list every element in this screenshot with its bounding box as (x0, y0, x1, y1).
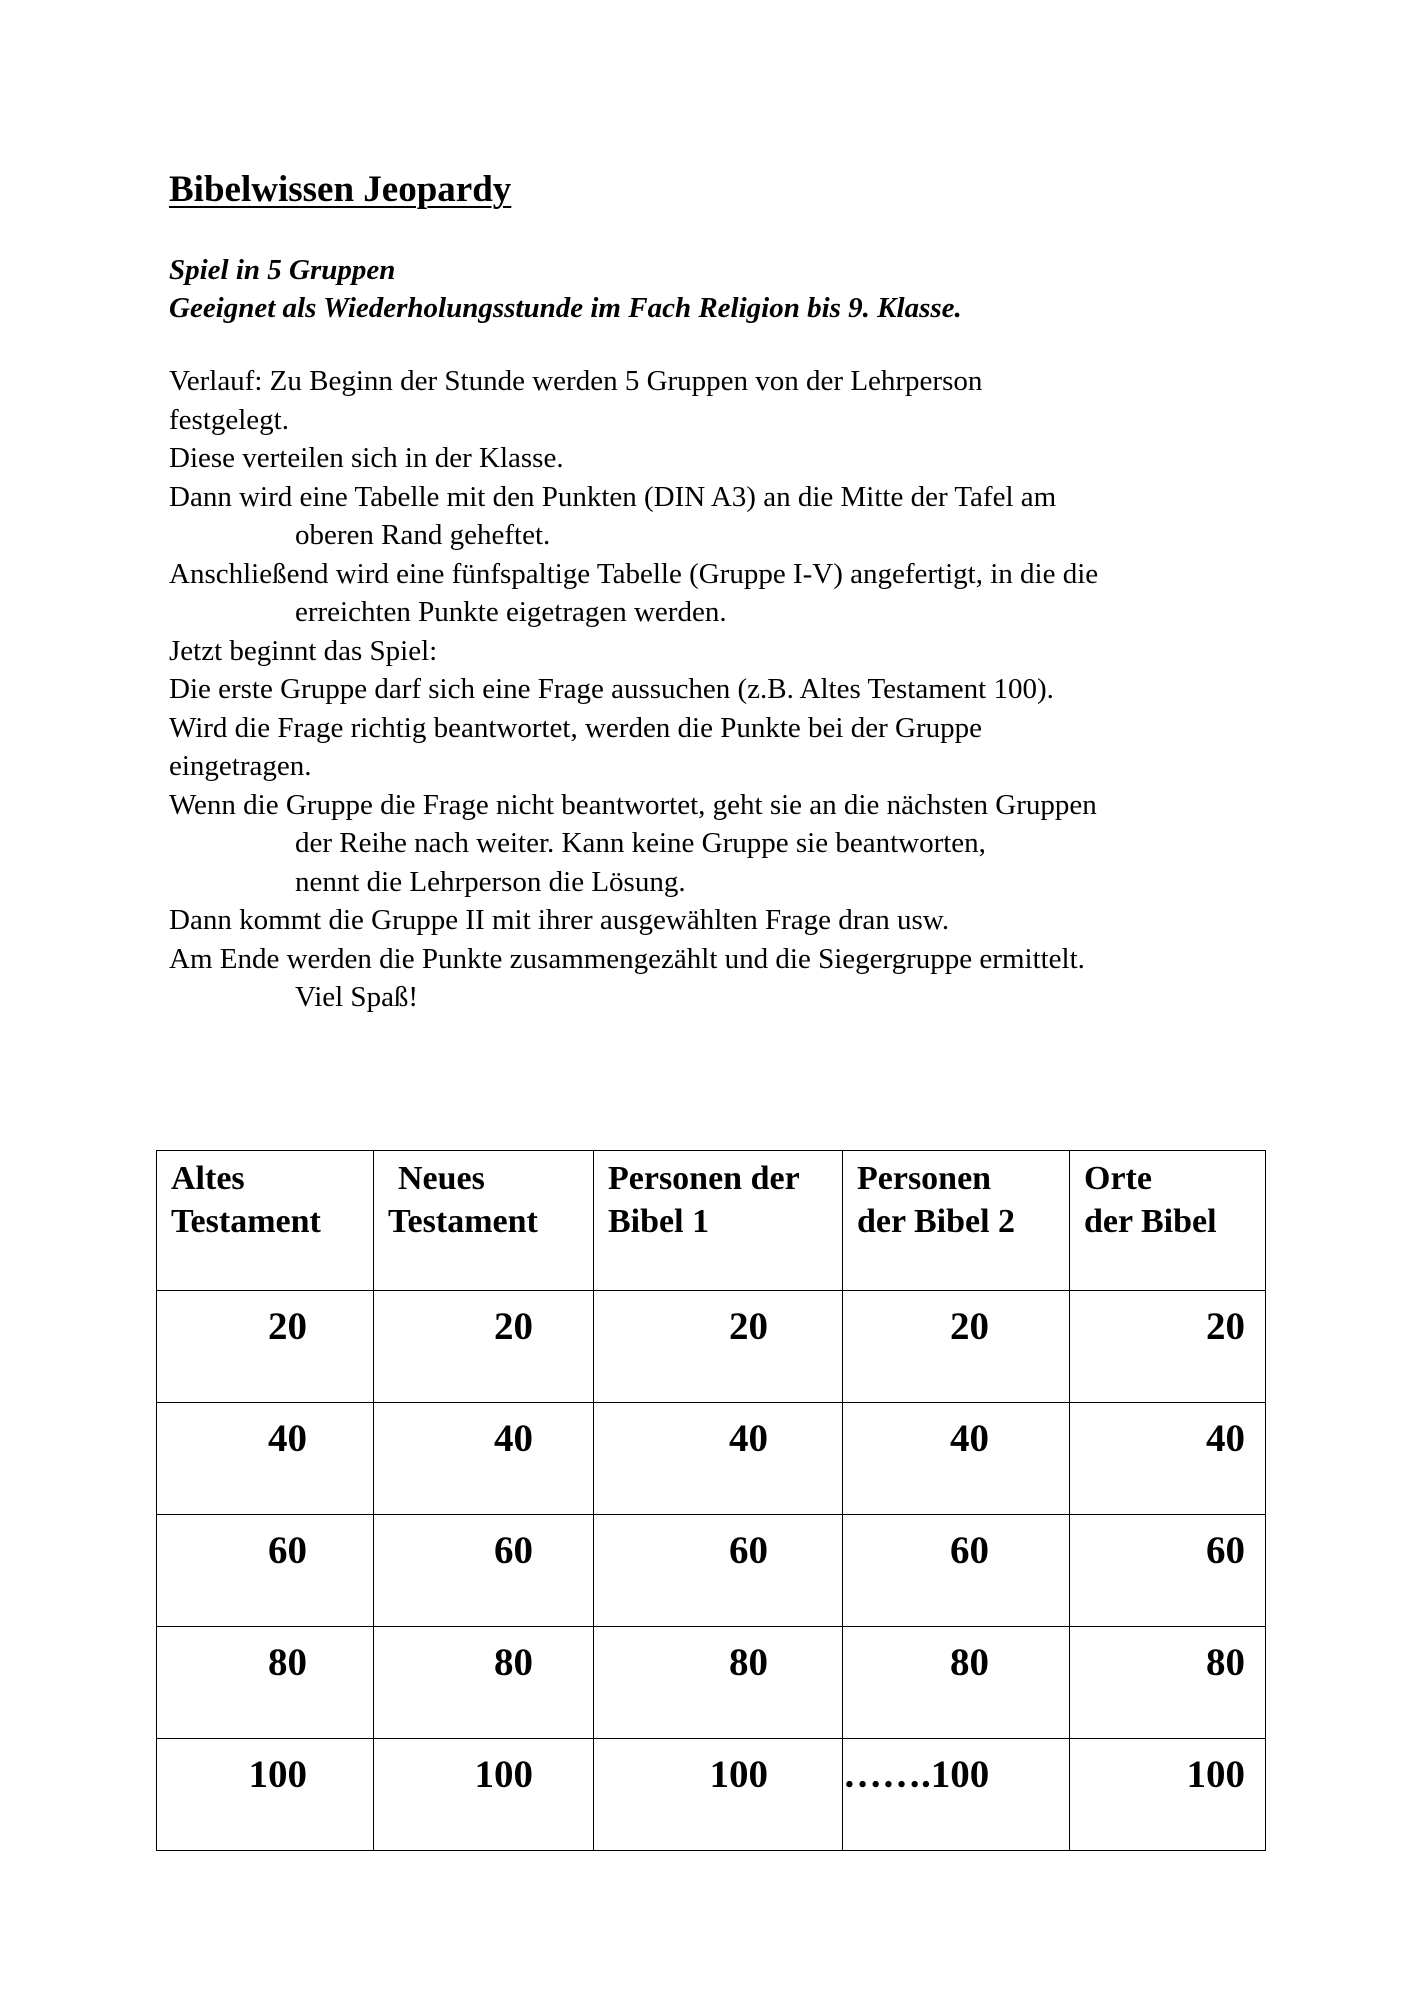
table-row (157, 1515, 1266, 1627)
header-line: Bibel 1 (608, 1203, 710, 1240)
points-cell: 80 (157, 1627, 374, 1739)
instruction-line: Die erste Gruppe darf sich eine Frage aussuchen (z.B. Altes Testament 100). (169, 673, 1054, 705)
points-cell: 80 (594, 1627, 843, 1739)
header-line: Testament (171, 1203, 321, 1240)
points-cell: 40 (374, 1403, 594, 1515)
points-cell: 80 (374, 1627, 594, 1739)
column-header-orte-der-bibel (1070, 1151, 1266, 1291)
instruction-line: festgelegt. (169, 403, 289, 436)
instruction-line: erreichten Punkte eigetragen werden. (295, 596, 727, 628)
points-cell: 20 (594, 1291, 843, 1403)
instruction-line: Verlauf: Zu Beginn der Stunde werden 5 Gruppen von der Lehrperson (169, 365, 983, 397)
points-cell: 60 (594, 1515, 843, 1627)
points-cell: 100 (157, 1739, 374, 1851)
table-row (157, 1291, 1266, 1403)
column-header-personen-bibel-1 (594, 1151, 843, 1291)
points-cell: 40 (594, 1403, 843, 1515)
points-cell: 20 (157, 1291, 374, 1403)
instruction-line: Wenn die Gruppe die Frage nicht beantwortet, geht sie an die nächsten Gruppen (169, 788, 1097, 821)
points-cell: 100 (1070, 1739, 1266, 1851)
subtitle-groups: Spiel in 5 Gruppen (169, 254, 396, 286)
header-line: Personen (857, 1160, 992, 1197)
column-header-neues-testament (374, 1151, 594, 1291)
instruction-line: der Reihe nach weiter. Kann keine Gruppe sie beantworten, (295, 827, 986, 859)
instruction-line: Anschließend wird eine fünfspaltige Tabelle (Gruppe I-V) angefertigt, in die die (169, 557, 1099, 590)
header-line: Altes (171, 1160, 245, 1197)
subtitle-suitability: Geeignet als Wiederholungsstunde im Fach Religion bis 9. Klasse. (169, 292, 962, 324)
points-cell: 100 (594, 1739, 843, 1851)
instruction-line: oberen Rand geheftet. (295, 519, 551, 551)
points-cell: 80 (843, 1627, 1070, 1739)
closing-line: Viel Spaß! (295, 981, 419, 1013)
instruction-line: Wird die Frage richtig beantwortet, werden die Punkte bei der Gruppe (169, 711, 982, 744)
page-title: Bibelwissen Jeopardy (169, 169, 512, 210)
header-line: Testament (388, 1203, 538, 1240)
jeopardy-points-table (156, 1150, 1266, 1851)
points-cell: 40 (1070, 1403, 1266, 1515)
header-line: der Bibel 2 (857, 1203, 1016, 1240)
points-cell: 60 (374, 1515, 594, 1627)
points-cell: 60 (1070, 1515, 1266, 1627)
points-cell: 40 (843, 1403, 1070, 1515)
points-cell: 100 (374, 1739, 594, 1851)
table-row (157, 1403, 1266, 1515)
header-line: der Bibel (1084, 1203, 1217, 1240)
points-cell: 80 (1070, 1627, 1266, 1739)
instruction-line: nennt die Lehrperson die Lösung. (295, 865, 686, 898)
instruction-line: Dann kommt die Gruppe II mit ihrer ausgewählten Frage dran usw. (169, 904, 950, 936)
header-line: Orte (1084, 1160, 1152, 1197)
points-cell: 60 (157, 1515, 374, 1627)
instruction-line: Diese verteilen sich in der Klasse. (169, 442, 564, 474)
table-row (157, 1739, 1266, 1851)
instruction-line: Jetzt beginnt das Spiel: (169, 634, 438, 667)
points-cell: 40 (157, 1403, 374, 1515)
header-line: Neues (398, 1160, 485, 1197)
table-row (157, 1627, 1266, 1739)
column-header-personen-bibel-2 (843, 1151, 1070, 1291)
header-line: Personen der (608, 1160, 800, 1197)
instructions-text (169, 362, 1319, 1017)
instruction-line: Am Ende werden die Punkte zusammengezählt und die Siegergruppe ermittelt. (169, 942, 1085, 975)
points-cell: …….100 (843, 1739, 1070, 1851)
table-header-row (157, 1151, 1266, 1291)
points-cell: 20 (843, 1291, 1070, 1403)
column-header-altes-testament (157, 1151, 374, 1291)
instruction-line: eingetragen. (169, 750, 312, 782)
instruction-line: Dann wird eine Tabelle mit den Punkten (DIN A3) an die Mitte der Tafel am (169, 480, 1057, 513)
points-cell: 60 (843, 1515, 1070, 1627)
points-cell: 20 (374, 1291, 594, 1403)
points-cell: 20 (1070, 1291, 1266, 1403)
